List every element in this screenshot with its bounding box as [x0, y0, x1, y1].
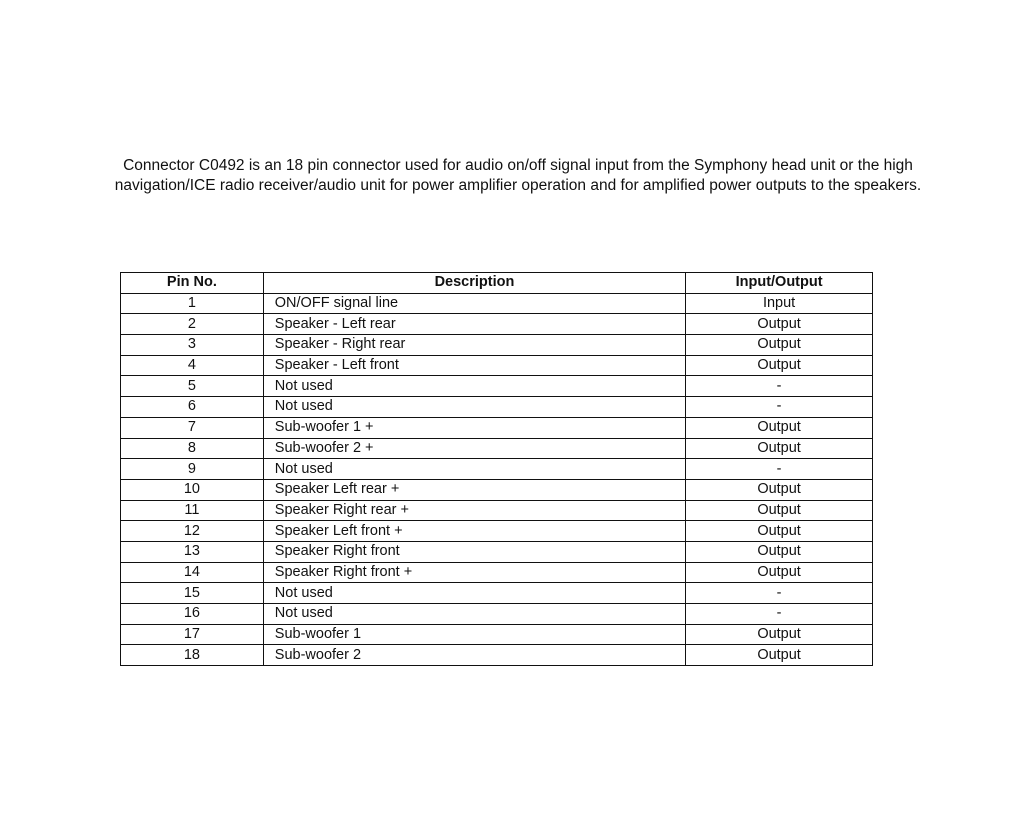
- pin-direction: Output: [686, 438, 873, 459]
- pin-description: Speaker Right front: [263, 541, 685, 562]
- pin-direction: Output: [686, 479, 873, 500]
- pin-number: 17: [121, 624, 264, 645]
- pin-table: [120, 272, 873, 666]
- pin-description: ON/OFF signal line: [263, 293, 685, 314]
- table-row: [121, 541, 873, 562]
- pin-description: Speaker Left rear +: [263, 479, 685, 500]
- pin-direction: Output: [686, 355, 873, 376]
- pin-number: 4: [121, 355, 264, 376]
- pin-number: 11: [121, 500, 264, 521]
- pin-description: Speaker Right rear +: [263, 500, 685, 521]
- pin-description: Not used: [263, 376, 685, 397]
- pin-direction: -: [686, 376, 873, 397]
- pin-number: 18: [121, 645, 264, 666]
- pin-description: Not used: [263, 604, 685, 625]
- pin-direction: Output: [686, 624, 873, 645]
- table-row: [121, 293, 873, 314]
- table-row: [121, 376, 873, 397]
- pin-number: 3: [121, 335, 264, 356]
- pin-description: Speaker - Left front: [263, 355, 685, 376]
- pin-direction: Output: [686, 417, 873, 438]
- table-header-row: [121, 273, 873, 294]
- pin-direction: -: [686, 604, 873, 625]
- table-row: [121, 335, 873, 356]
- pin-direction: Output: [686, 500, 873, 521]
- table-row: [121, 583, 873, 604]
- pin-description: Not used: [263, 459, 685, 480]
- pin-number: 15: [121, 583, 264, 604]
- pin-number: 13: [121, 541, 264, 562]
- pin-number: 9: [121, 459, 264, 480]
- pin-direction: -: [686, 459, 873, 480]
- table-row: [121, 479, 873, 500]
- pin-number: 14: [121, 562, 264, 583]
- pin-description: Not used: [263, 583, 685, 604]
- table-row: [121, 397, 873, 418]
- table-row: [121, 417, 873, 438]
- pin-number: 7: [121, 417, 264, 438]
- table-row: [121, 604, 873, 625]
- pin-description: Sub-woofer 2 +: [263, 438, 685, 459]
- table-row: [121, 438, 873, 459]
- table-row: [121, 500, 873, 521]
- table-row: [121, 624, 873, 645]
- pin-description: Speaker Left front +: [263, 521, 685, 542]
- pin-number: 2: [121, 314, 264, 335]
- pin-number: 1: [121, 293, 264, 314]
- pin-description: Speaker Right front +: [263, 562, 685, 583]
- pin-number: 6: [121, 397, 264, 418]
- pin-direction: Output: [686, 562, 873, 583]
- pin-direction: -: [686, 583, 873, 604]
- pin-description: Not used: [263, 397, 685, 418]
- table-row: [121, 562, 873, 583]
- table-row: [121, 645, 873, 666]
- pin-description: Speaker - Left rear: [263, 314, 685, 335]
- pin-description: Sub-woofer 1: [263, 624, 685, 645]
- pin-direction: -: [686, 397, 873, 418]
- pin-number: 5: [121, 376, 264, 397]
- pin-direction: Output: [686, 541, 873, 562]
- header-input-output: Input/Output: [686, 273, 873, 294]
- table-row: [121, 355, 873, 376]
- table-row: [121, 459, 873, 480]
- table-row: [121, 314, 873, 335]
- pin-description: Sub-woofer 1 +: [263, 417, 685, 438]
- pin-direction: Input: [686, 293, 873, 314]
- pin-number: 16: [121, 604, 264, 625]
- intro-line-2: navigation/ICE radio receiver/audio unit for power amplifier operation and for amplified power outputs to the speakers.: [114, 177, 922, 194]
- table-row: [121, 521, 873, 542]
- pin-description: Speaker - Right rear: [263, 335, 685, 356]
- pin-number: 10: [121, 479, 264, 500]
- pin-direction: Output: [686, 645, 873, 666]
- pin-direction: Output: [686, 521, 873, 542]
- header-pin-no: Pin No.: [121, 273, 264, 294]
- pin-number: 12: [121, 521, 264, 542]
- pin-direction: Output: [686, 335, 873, 356]
- pin-number: 8: [121, 438, 264, 459]
- intro-line-1: Connector C0492 is an 18 pin connector used for audio on/off signal input from the Symphony head unit or the high: [123, 157, 913, 174]
- intro-paragraph: [60, 156, 976, 196]
- pin-description: Sub-woofer 2: [263, 645, 685, 666]
- header-description: Description: [263, 273, 685, 294]
- pin-direction: Output: [686, 314, 873, 335]
